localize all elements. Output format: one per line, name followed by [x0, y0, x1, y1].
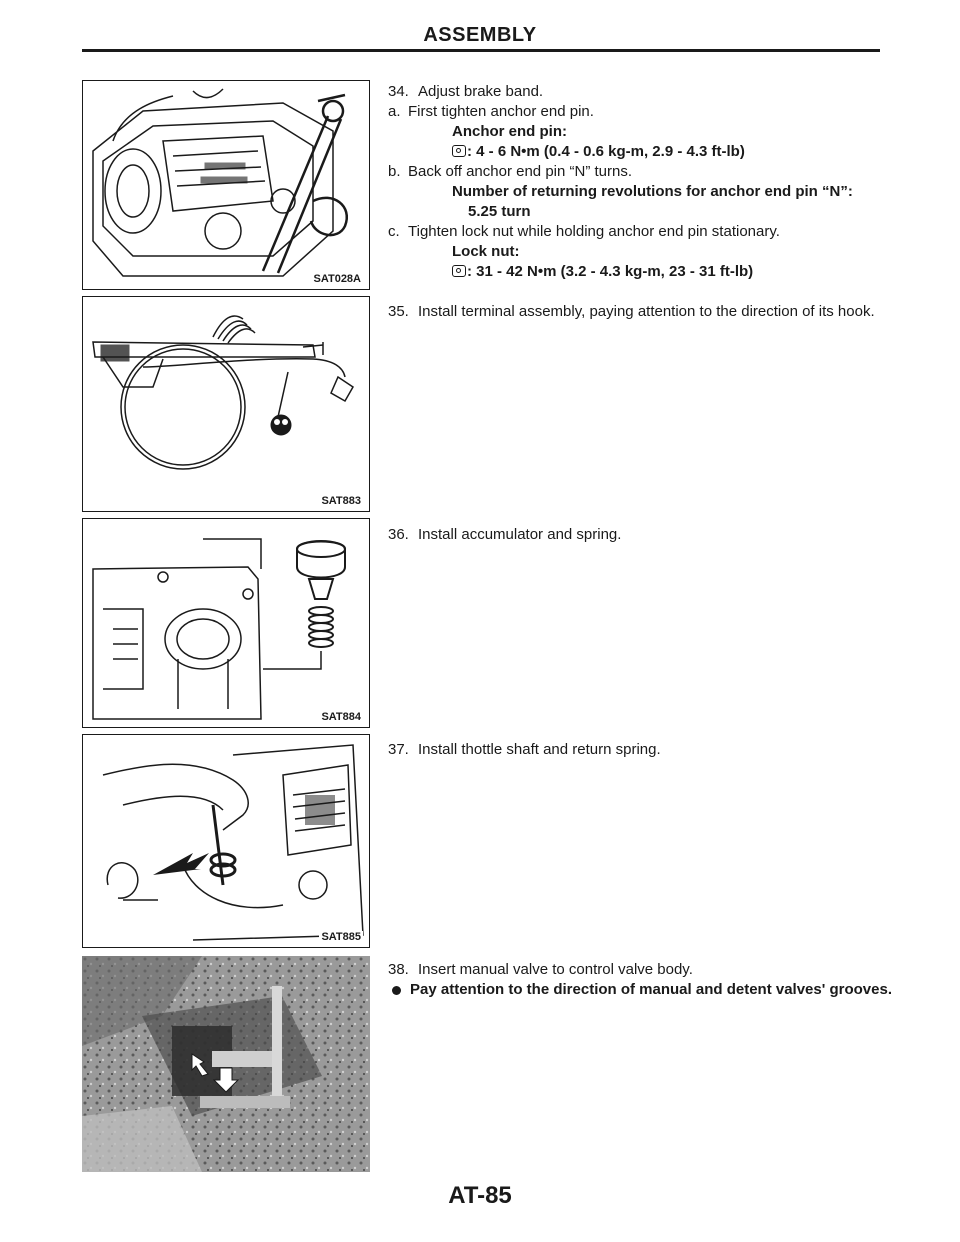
terminal-assembly-illustration — [83, 297, 370, 512]
accumulator-illustration — [83, 519, 370, 728]
spec-value: : 4 - 6 N•m (0.4 - 0.6 kg-m, 2.9 - 4.3 ft-lb) — [467, 143, 745, 160]
figure-code: SAT883 — [321, 495, 361, 507]
spec-value: : 31 - 42 N•m (3.2 - 4.3 kg-m, 23 - 31 ft-lb) — [467, 263, 754, 280]
substep-text: Tighten lock nut while holding anchor end pin stationary. — [408, 223, 780, 240]
step-number: 38. — [388, 961, 409, 978]
step-36 — [388, 525, 908, 545]
figure-terminal-assembly — [82, 296, 370, 512]
bullet-icon — [392, 986, 401, 995]
substep-text: First tighten anchor end pin. — [408, 103, 594, 120]
step-number: 35. — [388, 303, 409, 320]
spec-label: Lock nut: — [452, 243, 520, 260]
manual-valve-photo — [82, 956, 370, 1172]
step-number: 34. — [388, 83, 409, 100]
throttle-shaft-illustration — [83, 735, 370, 948]
step-text: Insert manual valve to control valve body. — [418, 961, 693, 978]
photo-manual-valve — [82, 956, 370, 1172]
page-title: ASSEMBLY — [423, 24, 537, 46]
bullet-text: Pay attention to the direction of manual and detent valves' grooves. — [410, 981, 892, 998]
step-38 — [388, 960, 908, 1000]
substep-letter: c. — [388, 223, 400, 240]
step-number: 37. — [388, 741, 409, 758]
torque-icon — [452, 145, 466, 157]
step-37 — [388, 740, 908, 760]
figure-brake-band — [82, 80, 370, 290]
page-number: AT-85 — [448, 1182, 512, 1209]
step-35 — [388, 302, 908, 322]
figure-code: SAT884 — [321, 711, 361, 723]
figure-throttle-shaft — [82, 734, 370, 948]
spec-label: Number of returning revolutions for anchor end pin “N”: — [452, 183, 853, 200]
step-34 — [388, 82, 908, 282]
step-text: Adjust brake band. — [418, 83, 544, 100]
substep-letter: a. — [388, 103, 401, 120]
torque-icon — [452, 265, 466, 277]
step-number: 36. — [388, 526, 409, 543]
figure-code: SAT028A — [313, 273, 361, 285]
header-rule — [82, 49, 880, 52]
step-text: Install thottle shaft and return spring. — [418, 741, 661, 758]
spec-label: Anchor end pin: — [452, 123, 567, 140]
step-text: Install accumulator and spring. — [418, 526, 622, 543]
step-text: Install terminal assembly, paying attention to the direction of its hook. — [418, 303, 875, 320]
substep-text: Back off anchor end pin “N” turns. — [408, 163, 633, 180]
substep-letter: b. — [388, 163, 401, 180]
figure-code: SAT885 — [321, 931, 361, 943]
figure-accumulator — [82, 518, 370, 728]
brake-band-illustration — [83, 81, 370, 290]
spec-value: 5.25 turn — [468, 203, 531, 220]
